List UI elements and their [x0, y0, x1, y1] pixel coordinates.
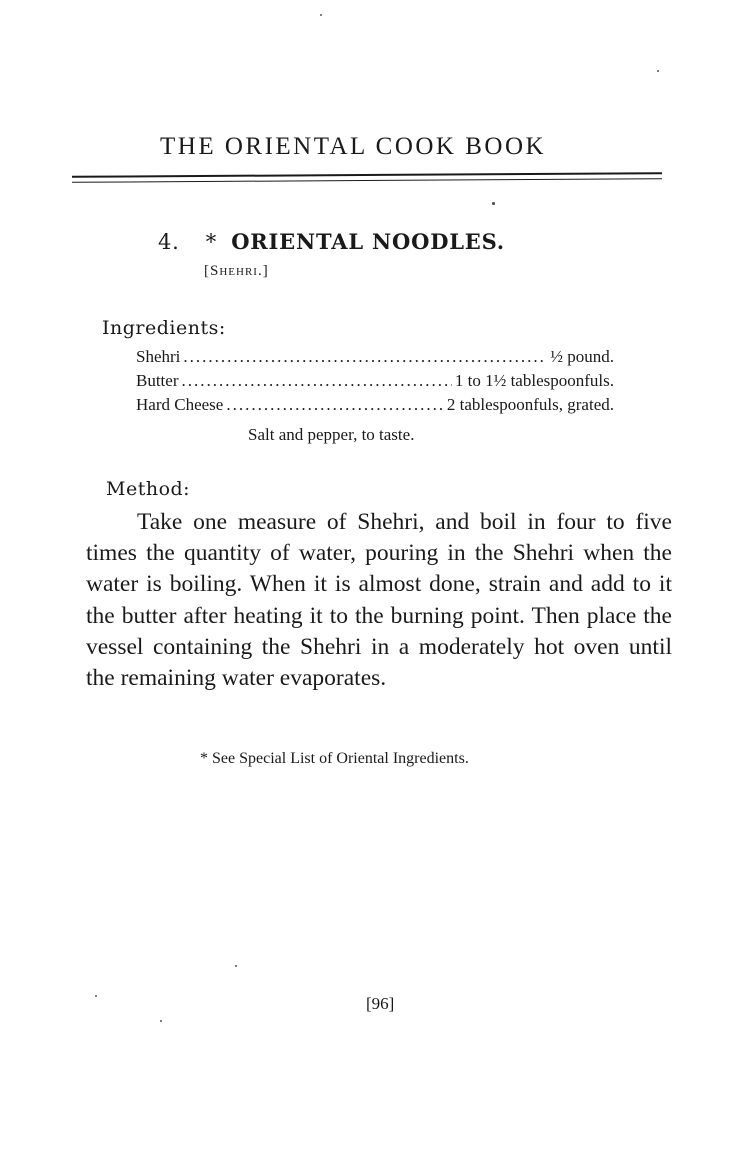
header-rule-top: [72, 172, 662, 178]
running-head: THE ORIENTAL COOK BOOK: [160, 133, 547, 160]
ingredient-quantity: 1 to 1½ tablespoonfuls.: [454, 371, 614, 390]
ingredient-name: Butter: [136, 371, 179, 390]
ingredient-row: [136, 369, 614, 393]
method-heading: Method:: [106, 478, 191, 500]
print-speck: [95, 995, 97, 997]
print-speck: [320, 14, 322, 16]
recipe-title-text: ORIENTAL NOODLES.: [231, 229, 505, 254]
ingredient-quantity: 2 tablespoonfuls, grated.: [446, 395, 614, 414]
footnote: * See Special List of Oriental Ingredients.: [200, 750, 469, 767]
print-speck: [160, 1020, 162, 1022]
ingredient-row: [136, 345, 614, 369]
ingredients-list: [136, 345, 614, 417]
ingredient-name: Shehri: [136, 347, 181, 366]
ingredient-name: Hard Cheese: [136, 395, 224, 414]
dot-leader: [182, 369, 452, 393]
ingredients-heading: Ingredients:: [102, 317, 226, 339]
recipe-subtitle: [Shehri.]: [204, 263, 269, 279]
page-number: [96]: [366, 994, 395, 1013]
footnote-marker: *: [205, 230, 218, 254]
recipe-title: [158, 229, 505, 254]
recipe-number: 4.: [158, 230, 180, 254]
dot-leader: [183, 345, 547, 369]
print-speck: [492, 202, 495, 205]
dot-leader: [226, 393, 444, 417]
print-speck: [235, 965, 237, 967]
print-speck: [657, 70, 659, 72]
ingredient-row: [136, 393, 614, 417]
method-paragraph: Take one measure of Shehri, and boil in four to five times the quantity of water, pouring in the Shehri when the water is boiling. When it is almost done, strain and add to it the butter after heating it to the burning point. Then place the vessel containing the Shehri in a moderately hot oven until the remaining water evaporates.: [86, 509, 672, 692]
ingredient-quantity: ½ pound.: [550, 347, 614, 366]
ingredients-note: Salt and pepper, to taste.: [248, 425, 415, 444]
header-rule-bottom: [72, 178, 662, 183]
